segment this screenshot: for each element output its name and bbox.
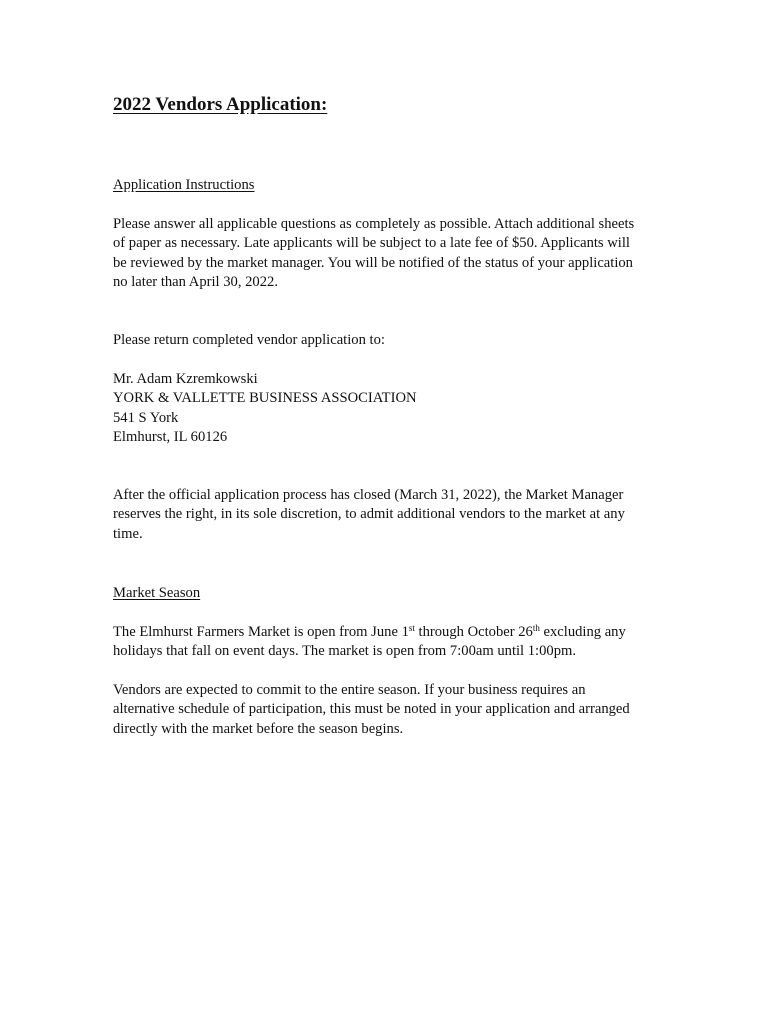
after-closing-paragraph: [113, 486, 658, 544]
ordinal-suffix: th: [532, 623, 540, 633]
address-organization: YORK & VALLETTE BUSINESS ASSOCIATION: [113, 390, 417, 407]
paragraph-line: time.: [113, 525, 143, 542]
schedule-line: [113, 623, 658, 642]
address-street: 541 S York: [113, 409, 179, 426]
paragraph-line: After the official application process has closed (March 31, 2022), the Market Manager: [113, 487, 624, 503]
instructions-paragraph: [113, 215, 658, 292]
address-city: Elmhurst, IL 60126: [113, 428, 228, 445]
schedule-text: through October 26: [414, 624, 533, 640]
schedule-text: The Elmhurst Farmers Market is open from June 1: [113, 624, 409, 640]
paragraph-line: be reviewed by the market manager. You will be notified of the status of your application: [113, 254, 633, 271]
commitment-paragraph: [113, 681, 658, 739]
paragraph-line: directly with the market before the season begins.: [113, 720, 404, 737]
paragraph-line: alternative schedule of participation, this must be noted in your application and arranged: [113, 701, 630, 718]
schedule-paragraph: [113, 623, 658, 662]
schedule-line: holidays that fall on event days. The market is open from 7:00am until 1:00pm.: [113, 643, 576, 660]
market-season-heading: Market Season: [113, 585, 201, 601]
paragraph-line: Please answer all applicable questions as completely as possible. Attach additional sheets: [113, 216, 635, 232]
schedule-text: excluding any: [539, 624, 626, 640]
mailing-address: [113, 370, 658, 447]
instructions-heading: Application Instructions: [113, 177, 255, 193]
paragraph-line: no later than April 30, 2022.: [113, 273, 278, 290]
page-title: 2022 Vendors Application:: [113, 94, 328, 115]
return-intro: Please return completed vendor application to:: [113, 332, 385, 348]
address-name: Mr. Adam Kzremkowski: [113, 371, 258, 387]
paragraph-line: reserves the right, in its sole discretion, to admit additional vendors to the market at any: [113, 506, 625, 523]
ordinal-suffix: st: [408, 623, 415, 633]
paragraph-line: Vendors are expected to commit to the entire season. If your business requires an: [113, 682, 586, 698]
paragraph-line: of paper as necessary. Late applicants will be subject to a late fee of $50. Applicants will: [113, 235, 630, 252]
